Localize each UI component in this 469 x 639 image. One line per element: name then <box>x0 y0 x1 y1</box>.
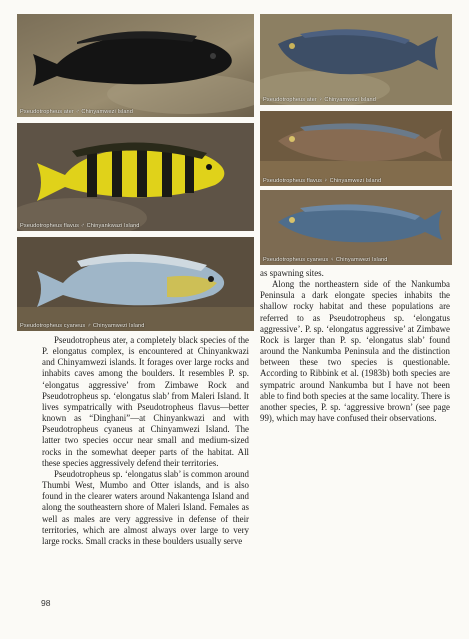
photo-ater-male <box>17 14 254 117</box>
right-column <box>260 268 450 424</box>
caption: Pseudotropheus flavus ♂ Chinyankwazi Island <box>20 223 140 229</box>
caption: Pseudotropheus cyaneus ♀ Chinyamwezi Island <box>263 257 388 263</box>
paragraph: as spawning sites. <box>260 268 324 278</box>
photo-flavus-male <box>17 123 254 231</box>
page-number: 98 <box>41 598 51 608</box>
caption: Pseudotropheus flavus ♀ Chinyamwezi Island <box>263 178 382 184</box>
paragraph: Pseudotropheus ater, a completely black species of the P. elongatus complex, is encountered at Chinyankwazi and Chinyamwezi islands. It forages over large rocks and inhabits caves among the boulders. It resembles P. sp. ‘elongatus aggressive’ from Zimbawe Rock and Pseudotropheus sp. ‘elongatus slab’ from Maleri Island. It lives sympatrically with Pseudotropheus flavus—better known as “Dinghani”—at Chinyankwazi and with Pseudotropheus cyaneus at Chinyamwezi Island. The latter two species occur near small and medium-sized rocks in the somewhat deeper parts of the habitat. All these species aggressively defend their territories. <box>42 335 249 468</box>
photo-flavus-female <box>260 111 452 186</box>
caption: Pseudotropheus ater ♂ Chinyamwezi Island <box>20 109 133 115</box>
photo-cyaneus-male <box>17 237 254 331</box>
paragraph: Along the northeastern side of the Nankumba Peninsula a dark elongate species inhabits the shallow rocky habitat and these populations are referred to as Pseudotropheus sp. ‘elongatus aggressive’. P. sp. ‘elongatus aggressive’ at Zimbawe Rock is larger than P. sp. ‘elongatus slab’ found around the Nankumba Peninsula and the distinction between these two species is questionable. According to Ribbink et al. (1983b) both species are sympatric around Nankumba but I have not been able to find both species at the same locality. There is another species, P. sp. ‘aggressive brown’ (see page 99), which may have confused their observations. <box>260 279 450 424</box>
photo-ater-female <box>260 14 452 105</box>
paragraph: Pseudotropheus sp. ‘elongatus slab’ is common around Thumbi West, Mumbo and Otter islands, and is also found in the clearer waters around Nakantenga Island and along the southeastern shore of Maleri Island. Females as well as males are very aggressive in defense of their territories, which are almost always over large to very large rocks. Small cracks in these boulders usually serve <box>42 468 249 546</box>
photo-cyaneus-female <box>260 190 452 265</box>
caption: Pseudotropheus cyaneus ♂ Chinyamwezi Island <box>20 323 145 329</box>
caption: Pseudotropheus ater ♀ Chinyamwezi Island <box>263 97 376 103</box>
left-column <box>42 335 249 547</box>
